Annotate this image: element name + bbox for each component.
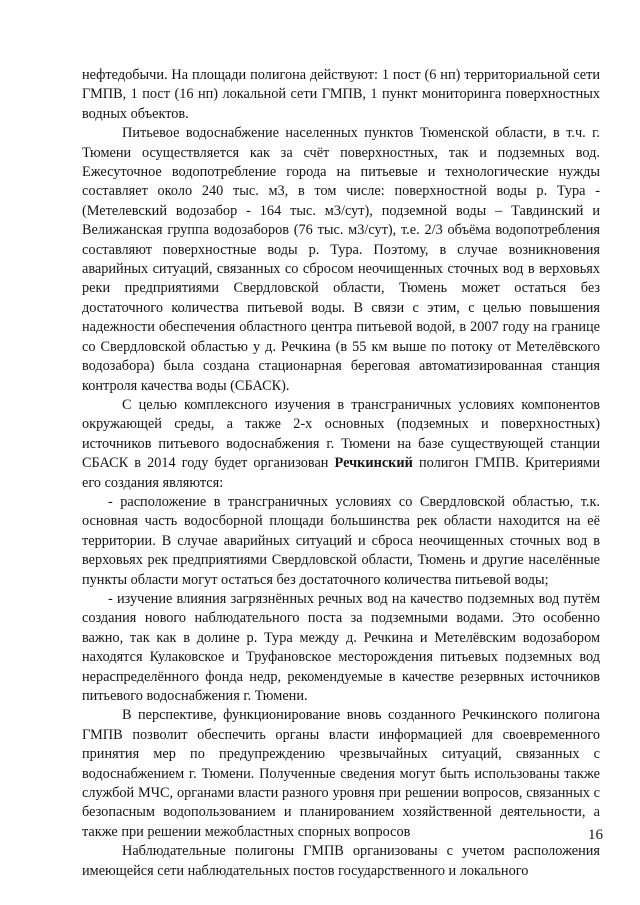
criterion-study: - изучение влияния загрязнённых речных вод на качество подземных вод путём создания нового наблюдательного поста за подземными водами. Это особенно важно, так как в долине р. Тура между д. Речкина и Метелёвским водозабором находятся Кулаковское и Труфановское месторождения питьевых подземных вод нераспределённого фонда недр, рекомендуемые в качестве резервных источников питьевого водоснабжения г. Тюмени. (82, 590, 600, 704)
paragraph-observation-polygons: Наблюдательные полигоны ГМПВ организованы с учетом расположения имеющейся сети наблюдательных постов государственного и локального (82, 843, 600, 879)
paragraph-rechkinsky-before: С целью комплексного изучения в трансграничных условиях компонентов окружающей среды, а также 2-х основных (подземных и поверхностных) источников питьевого водоснабжения г. Тюмени на базе существующей станции СБАСК в 2014 году будет организован (82, 396, 600, 472)
paragraph-perspective: В перспективе, функционирование вновь созданного Речкинского полигона ГМПВ позволит обеспечить органы власти информацией для своевременного принятия мер по предупреждению чрезвычайных ситуаций, связанных с водоснабжением г. Тюмени. Полученные сведения могут быть использованы также службой МЧС, органами власти разного уровня при решении вопросов, связанных с безопасным водопользованием и планированием хозяйственной деятельности, а также при решении межобластных спорных вопросов (82, 707, 600, 840)
paragraph-intro: нефтедобычи. На площади полигона действуют: 1 пост (6 нп) территориальной сети ГМПВ, 1 пост (16 нп) локальной сети ГМПВ, 1 пункт мониторинга поверхностных водных объектов. (82, 67, 600, 122)
page-number: 16 (588, 827, 603, 843)
paragraph-water-supply: Питьевое водоснабжение населенных пунктов Тюменской области, в т.ч. г. Тюмени осуществляется как за счёт поверхностных, так и подземных вод. Ежесуточное водопотребление города на питьевые и технологические нужды составляет около 240 тыс. м3, в том числе: поверхностной воды р. Тура - (Метелевский водозабор - 164 тыс. м3/сут), подземной воды – Тавдинский и Велижанская группа водозаборов (76 тыс. м3/сут), т.е. 2/3 объёма водопотребления составляют поверхностные воды р. Тура. Поэтому, в случае возникновения аварийных ситуаций, связанных со сбросом неочищенных сточных вод в верховьях реки предприятиями Свердловской области, Тюмень может остаться без достаточного количества питьевой воды. В связи с этим, с целью повышения надежности обеспечения областного центра питьевой водой, в 2007 году на границе со Свердловской областью у д. Речкина (в 55 км выше по потоку от Метелёвского водозабора) была создана стационарная береговая автоматизированная станция контроля качества воды (СБАСК). (82, 125, 600, 394)
rechkinsky-bold-term: Речкинский (334, 455, 413, 472)
paragraph-rechkinsky-after: полигон ГМПВ. Критериями его создания являются: (82, 455, 601, 491)
criterion-location: - расположение в трансграничных условиях со Свердловской областью, т.к. основная часть водосборной площади большинства рек области находится на её территории. В случае аварийных ситуаций и сброса неочищенных сточных вод в верховьях рек предприятиями Свердловской области, Тюмень и другие населённые пункты области могут остаться без достаточного количества питьевой воды; (82, 493, 600, 588)
paragraph-rechkinsky-polygon (82, 396, 600, 493)
